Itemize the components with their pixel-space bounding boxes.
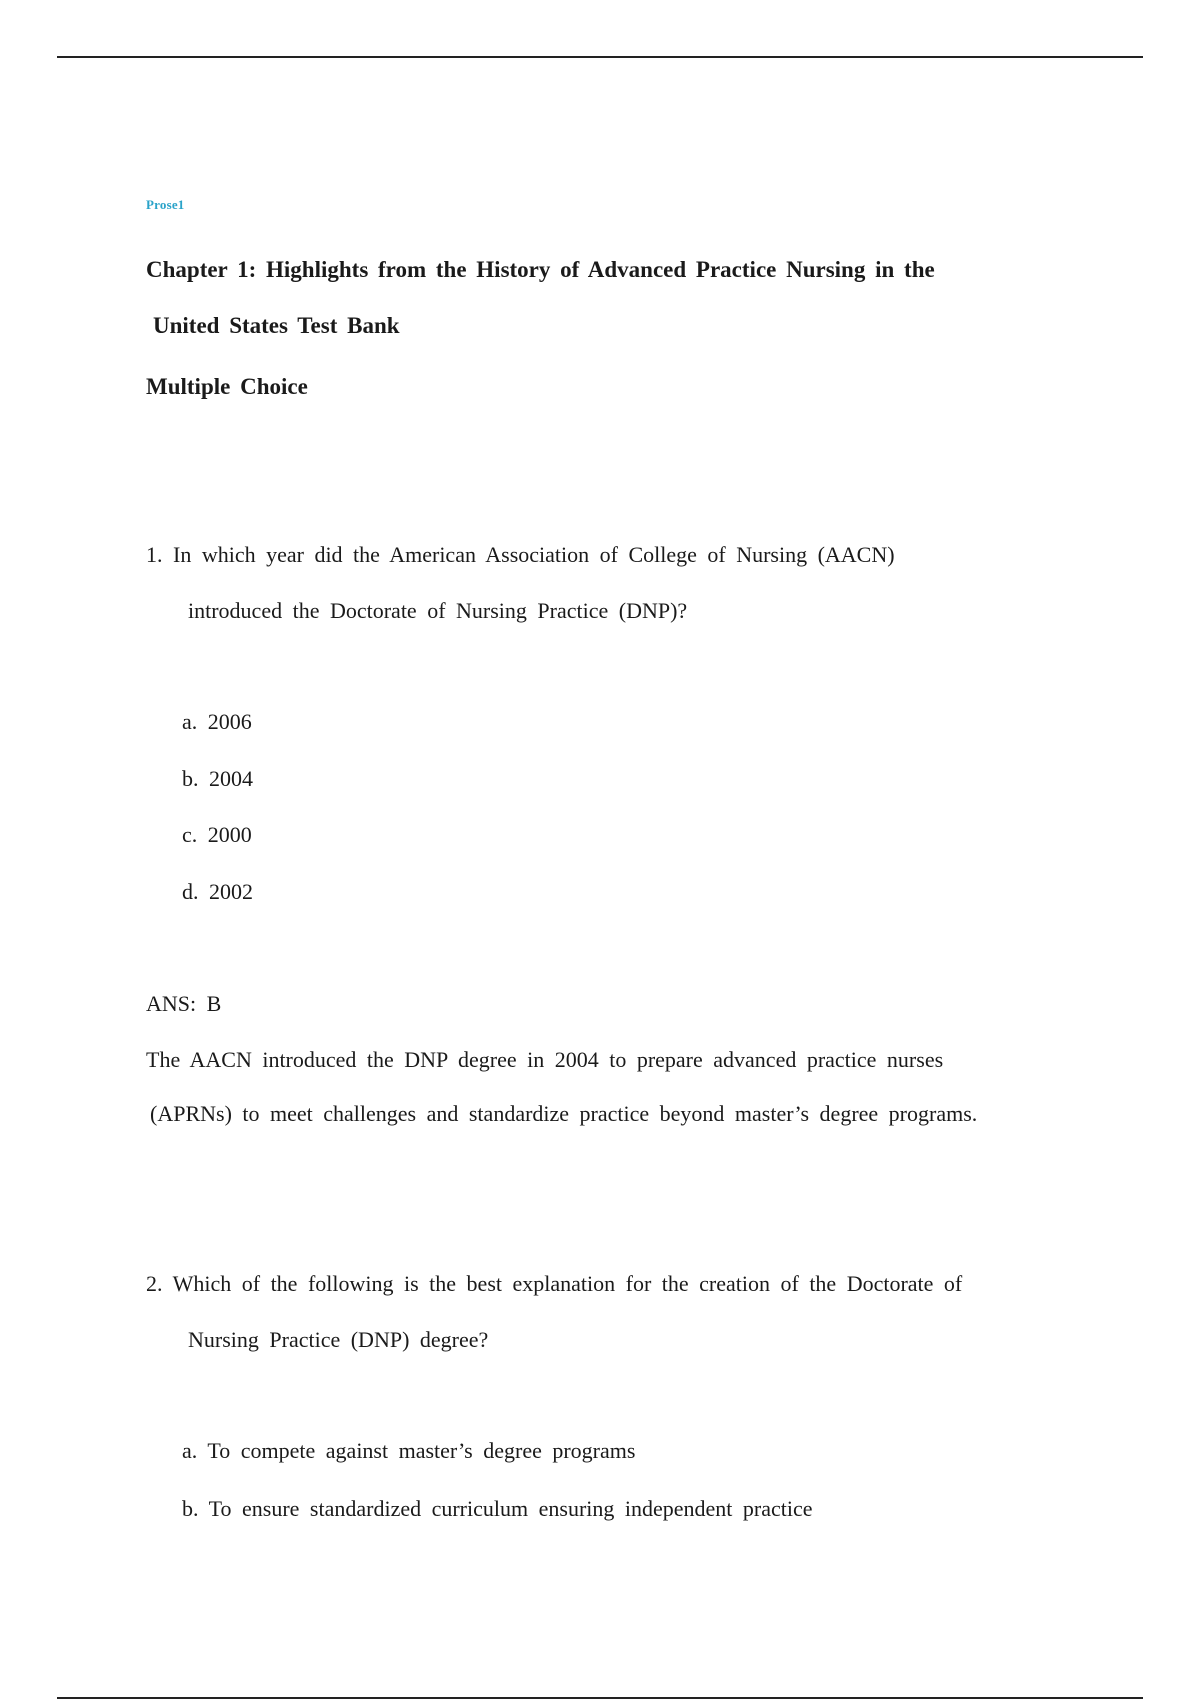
question-1-rationale-line-2: (APRNs) to meet challenges and standardize practice beyond master’s degree programs. xyxy=(150,1101,978,1126)
chapter-title-line-1: Chapter 1: Highlights from the History of Advanced Practice Nursing in the xyxy=(146,257,935,282)
question-2-stem-line-1: 2. Which of the following is the best explanation for the creation of the Doctorate of xyxy=(146,1271,963,1296)
chapter-title-line-2: United States Test Bank xyxy=(153,313,400,338)
brand-label: Prose1 xyxy=(146,197,185,212)
question-2-option-a: a. To compete against master’s degree programs xyxy=(182,1438,636,1463)
bottom-rule xyxy=(57,1697,1143,1699)
question-1-option-a: a. 2006 xyxy=(182,709,252,734)
question-1-option-d: d. 2002 xyxy=(182,879,253,904)
question-2-option-b: b. To ensure standardized curriculum ensuring independent practice xyxy=(182,1496,813,1521)
question-1-option-c: c. 2000 xyxy=(182,822,252,847)
question-1-rationale-line-1: The AACN introduced the DNP degree in 2004 to prepare advanced practice nurses xyxy=(146,1047,944,1072)
section-heading: Multiple Choice xyxy=(146,374,308,399)
question-1-option-b: b. 2004 xyxy=(182,766,253,791)
question-2-stem-line-2: Nursing Practice (DNP) degree? xyxy=(188,1327,489,1352)
question-1-stem-line-1: 1. In which year did the American Association of College of Nursing (AACN) xyxy=(146,542,895,567)
top-rule xyxy=(57,56,1143,58)
question-1-stem-line-2: introduced the Doctorate of Nursing Practice (DNP)? xyxy=(188,598,688,623)
question-1-answer: ANS: B xyxy=(146,991,222,1016)
